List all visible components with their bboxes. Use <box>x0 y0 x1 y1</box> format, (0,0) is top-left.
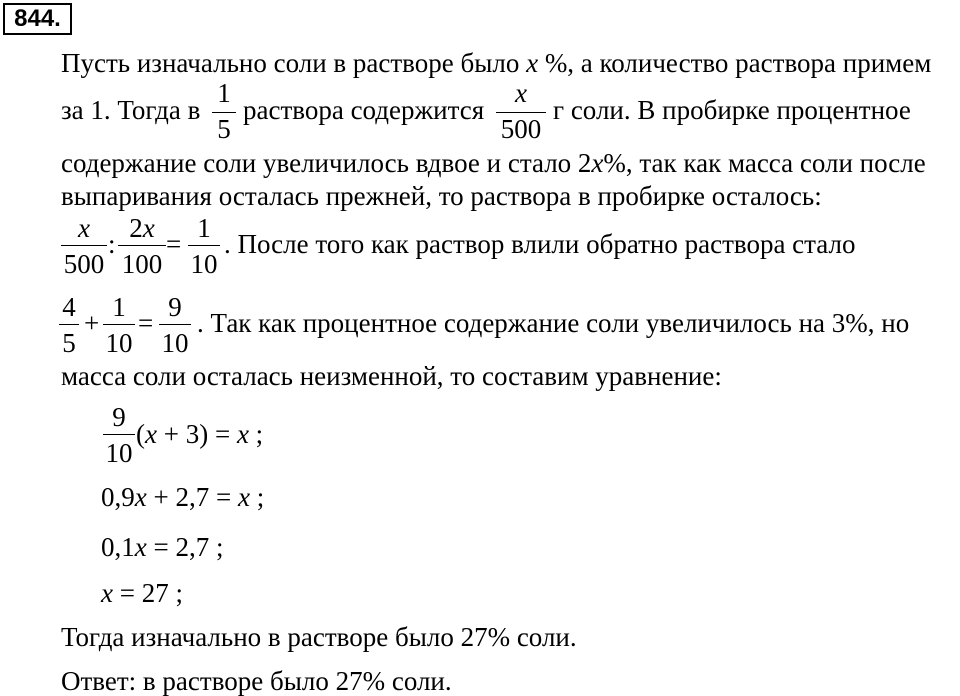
equation-2-coef: 0,9 <box>101 482 135 512</box>
line-7: масса соли осталась неизменной, то составим уравнение: <box>61 361 722 391</box>
variable-x: x <box>145 419 157 449</box>
line-3-text-b: %, так как масса соли после <box>603 148 926 178</box>
fraction-denominator: 10 <box>105 328 133 358</box>
colon-sign: : <box>108 229 116 259</box>
line-2-text-c: г соли. В пробирке процентное <box>553 95 911 125</box>
line-1-text-a: Пусть изначально соли в растворе было <box>61 48 527 78</box>
variable-x: x <box>236 419 249 449</box>
equals-sign: = <box>138 308 154 338</box>
variable-x: x <box>134 482 147 512</box>
fraction-numerator: 9 <box>112 402 126 432</box>
equation-3-end: = 2,7 ; <box>146 532 224 562</box>
fraction-bar <box>103 434 135 435</box>
equation-3-coef: 0,1 <box>101 532 135 562</box>
equation-1 <box>136 421 263 448</box>
problem-number: 844. <box>3 3 72 35</box>
plus-sign: + <box>84 308 100 338</box>
fraction-numerator: x <box>78 213 90 243</box>
line-1 <box>61 50 931 77</box>
fraction-numerator: 1 <box>112 292 126 322</box>
variable-x: x <box>237 482 250 512</box>
fraction-numerator: x <box>515 78 527 108</box>
fraction-numerator: 9 <box>168 292 182 322</box>
fraction-bar <box>61 245 107 246</box>
fraction-numerator: 4 <box>62 292 76 322</box>
fraction-denominator: 10 <box>105 438 133 468</box>
fraction-denominator: 10 <box>161 328 189 358</box>
answer-line: Ответ: в растворе было 27% соли. <box>61 666 452 696</box>
fraction-bar <box>159 324 191 325</box>
line-2-text-b: раствора содержится <box>243 95 485 125</box>
fraction-bar <box>118 245 166 246</box>
equation-2-middle: + 2,7 = <box>146 482 238 512</box>
fraction-denominator: 5 <box>217 114 231 144</box>
variable-x: x <box>591 148 604 178</box>
line-3 <box>61 150 926 177</box>
line-3-text-a: содержание соли увеличилось вдвое и стало 2 <box>61 148 592 178</box>
equation-2-end: ; <box>249 482 265 512</box>
conclusion-line: Тогда изначально в растворе было 27% соли. <box>61 622 577 652</box>
fraction-denominator: 500 <box>63 249 105 279</box>
line-5-text: . После того как раствор влили обратно раствора стало <box>224 229 856 259</box>
variable-x: x <box>134 532 147 562</box>
fraction-numerator <box>118 215 166 242</box>
variable-x: x <box>101 578 113 608</box>
equation-1-middle: + 3) = <box>156 419 237 449</box>
numerator-coefficient: 2 <box>129 213 143 243</box>
equation-2 <box>101 484 264 511</box>
fraction-numerator: 1 <box>197 213 211 243</box>
fraction-bar <box>496 112 546 113</box>
fraction-bar <box>103 324 135 325</box>
line-2-text-a: за 1. Тогда в <box>61 95 201 125</box>
equation-3 <box>101 534 223 561</box>
open-paren: ( <box>136 419 145 449</box>
fraction-numerator: 1 <box>217 78 231 108</box>
equation-4-end: = 27 ; <box>112 578 183 608</box>
fraction-bar <box>188 245 220 246</box>
fraction-denominator: 500 <box>500 114 542 144</box>
variable-x: x <box>526 48 539 78</box>
equals-sign: = <box>166 229 182 259</box>
equation-1-end: ; <box>248 419 264 449</box>
fraction-denominator: 100 <box>121 249 163 279</box>
fraction-denominator: 10 <box>190 249 218 279</box>
equation-4 <box>101 580 183 607</box>
line-4: выпаривания осталась прежней, то раствора в пробирке осталось: <box>61 181 822 211</box>
line-1-text-b: %, а количество раствора примем <box>538 48 932 78</box>
fraction-bar <box>59 324 79 325</box>
line-6-text: . Так как процентное содержание соли увеличилось на 3%, но <box>197 308 910 338</box>
fraction-bar <box>212 112 236 113</box>
fraction-denominator: 5 <box>62 328 76 358</box>
variable-x: x <box>142 213 155 243</box>
